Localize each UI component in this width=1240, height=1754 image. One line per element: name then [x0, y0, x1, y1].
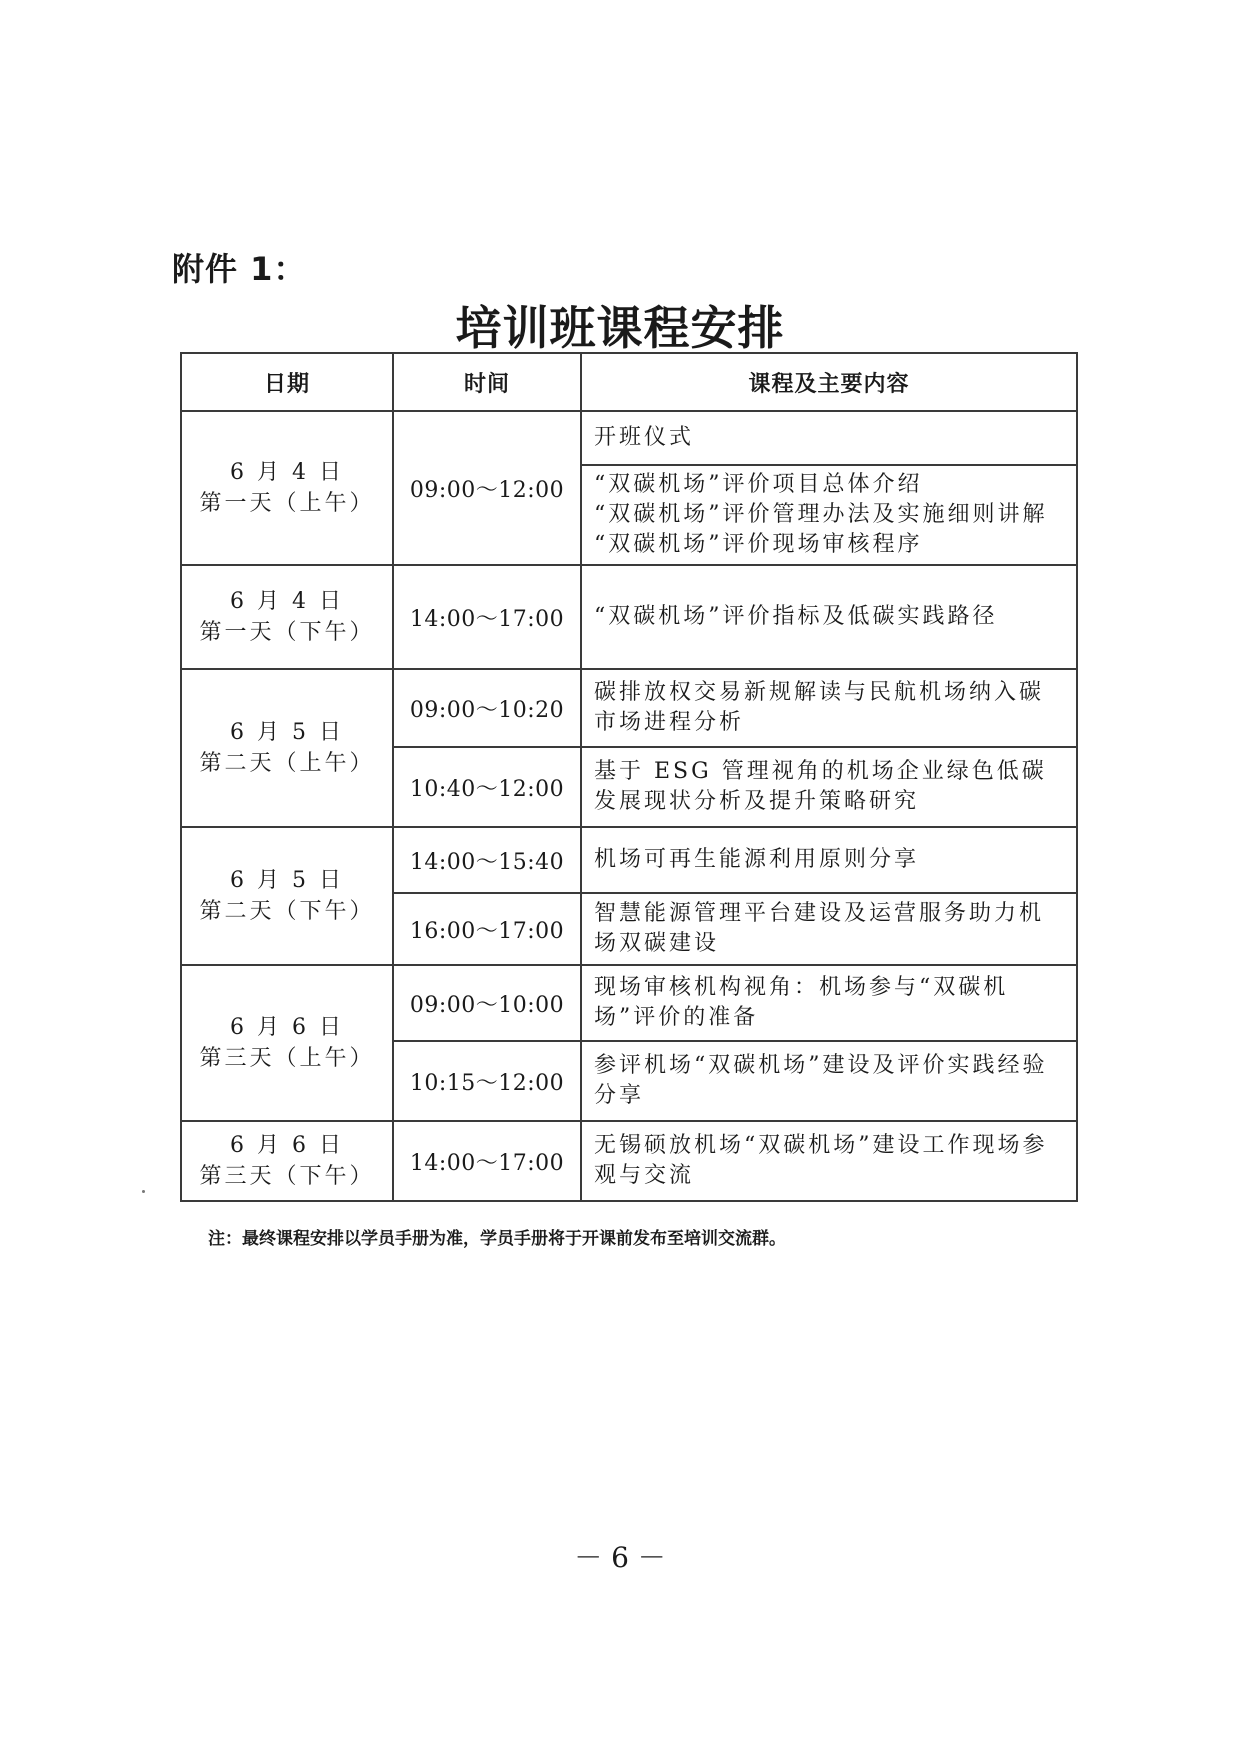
page-number: － 6 － — [574, 1541, 666, 1574]
day-date: 6 月 4 日 — [230, 460, 344, 485]
day-cell — [181, 411, 393, 565]
day-date: 6 月 4 日 — [230, 589, 344, 614]
content-cell: 基于 ESG 管理视角的机场企业绿色低碳发展现状分析及提升策略研究 — [581, 747, 1077, 827]
time-cell: 09:00～10:00 — [393, 965, 581, 1041]
day-date: 6 月 5 日 — [230, 868, 344, 893]
content-cell: “双碳机场”评价项目总体介绍 “双碳机场”评价管理办法及实施细则讲解 “双碳机场”评价现场审核程序 — [581, 465, 1077, 565]
header-time: 时间 — [393, 353, 581, 411]
day-label: 第三天（上午） — [199, 1046, 375, 1071]
time-cell: 10:40～12:00 — [393, 747, 581, 827]
day-cell — [181, 827, 393, 965]
time-cell: 09:00～12:00 — [393, 411, 581, 565]
time-cell: 10:15～12:00 — [393, 1041, 581, 1121]
header-date: 日期 — [181, 353, 393, 411]
content-cell: “双碳机场”评价指标及低碳实践路径 — [581, 565, 1077, 669]
table-row — [181, 669, 1077, 747]
day-label: 第二天（上午） — [199, 751, 375, 776]
header-content: 课程及主要内容 — [581, 353, 1077, 411]
day-cell — [181, 669, 393, 827]
day-label: 第二天（下午） — [199, 899, 375, 924]
day-cell — [181, 965, 393, 1121]
attachment-label: 附件 1： — [172, 250, 307, 288]
day-date: 6 月 6 日 — [230, 1133, 344, 1158]
time-cell: 09:00～10:20 — [393, 669, 581, 747]
table-row — [181, 965, 1077, 1041]
day-date: 6 月 5 日 — [230, 720, 344, 745]
day-label: 第三天（下午） — [199, 1164, 375, 1189]
page-title: 培训班课程安排 — [455, 301, 785, 355]
time-cell: 14:00～15:40 — [393, 827, 581, 893]
table-row — [181, 565, 1077, 669]
footnote: 注：最终课程安排以学员手册为准，学员手册将于开课前发布至培训交流群。 — [208, 1229, 786, 1249]
day-cell — [181, 565, 393, 669]
content-cell: 无锡硕放机场“双碳机场”建设工作现场参观与交流 — [581, 1121, 1077, 1201]
time-cell: 14:00～17:00 — [393, 565, 581, 669]
table-row — [181, 411, 1077, 465]
course-schedule-table — [180, 352, 1078, 1202]
scan-speck — [142, 1190, 145, 1193]
day-label: 第一天（下午） — [199, 620, 375, 645]
content-cell: 参评机场“双碳机场”建设及评价实践经验分享 — [581, 1041, 1077, 1121]
table-row — [181, 827, 1077, 893]
content-cell: 机场可再生能源利用原则分享 — [581, 827, 1077, 893]
table-header-row — [181, 353, 1077, 411]
day-date: 6 月 6 日 — [230, 1015, 344, 1040]
day-cell — [181, 1121, 393, 1201]
content-cell: 开班仪式 — [581, 411, 1077, 465]
table-row — [181, 1121, 1077, 1201]
time-cell: 16:00～17:00 — [393, 893, 581, 965]
day-label: 第一天（上午） — [199, 491, 375, 516]
content-cell: 现场审核机构视角：机场参与“双碳机场”评价的准备 — [581, 965, 1077, 1041]
content-cell: 智慧能源管理平台建设及运营服务助力机场双碳建设 — [581, 893, 1077, 965]
content-cell: 碳排放权交易新规解读与民航机场纳入碳市场进程分析 — [581, 669, 1077, 747]
time-cell: 14:00～17:00 — [393, 1121, 581, 1201]
